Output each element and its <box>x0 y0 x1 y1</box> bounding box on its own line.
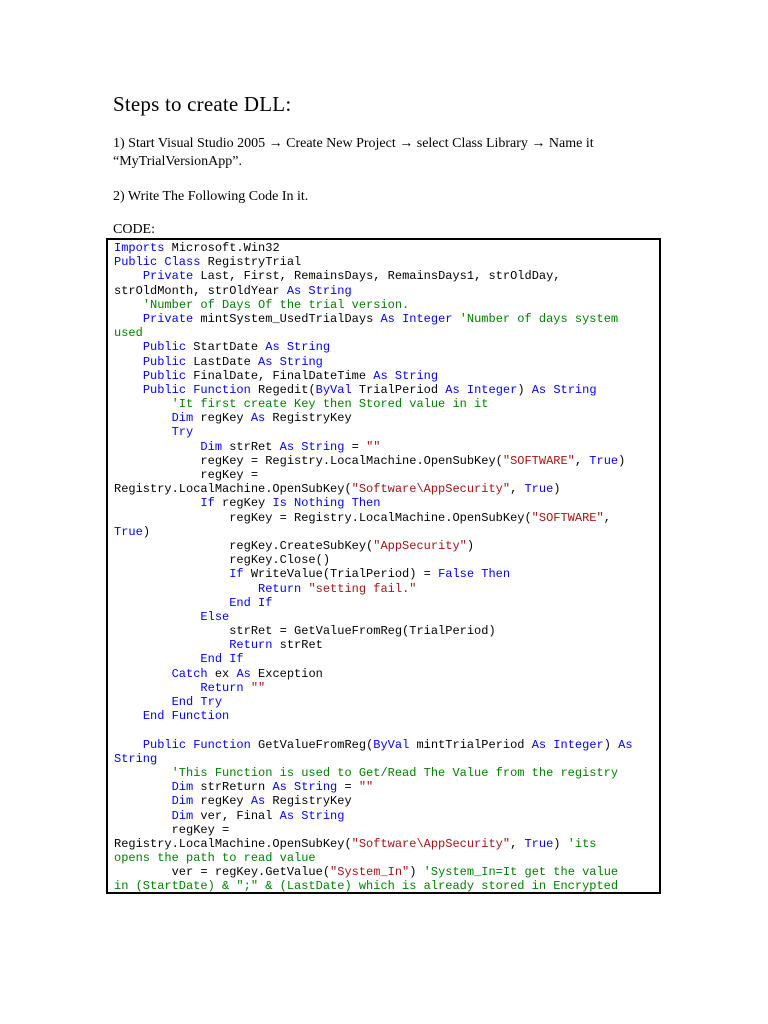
code-token: strReturn <box>193 780 273 795</box>
code-line <box>114 865 633 879</box>
code-token: 'its <box>567 836 597 851</box>
code-token: End If <box>200 652 244 667</box>
code-line <box>114 638 633 652</box>
code-token: End Function <box>142 709 230 724</box>
code-token: ) <box>618 453 626 468</box>
code-token: regKey <box>193 411 251 426</box>
code-token: True <box>524 482 554 497</box>
code-token: As <box>250 411 266 426</box>
code-token: regKey.Close() <box>114 553 331 568</box>
code-token: Registry.LocalMachine.OpenSubKey( <box>114 482 352 497</box>
code-token: Microsoft.Win32 <box>164 241 280 255</box>
code-line <box>114 837 633 851</box>
code-token <box>114 369 143 383</box>
code-token: regKey = <box>114 468 259 482</box>
code-token <box>114 809 172 823</box>
code-token: LastDate <box>186 354 259 369</box>
code-token: Public Class <box>114 255 201 270</box>
code-token: Regedit( <box>250 382 316 397</box>
code-token: "Software\AppSecurity" <box>351 482 511 497</box>
code-listing <box>114 241 633 894</box>
code-line <box>114 255 633 269</box>
code-token: strOldMonth, strOldYear <box>114 283 287 298</box>
code-token: 'This Function is used to Get/Read The Value from the registry <box>171 765 619 780</box>
code-token: regKey = Registry.LocalMachine.OpenSubKey( <box>114 510 532 525</box>
code-line <box>114 723 633 737</box>
code-token: True <box>589 453 619 468</box>
code-line <box>114 738 633 752</box>
code-token: ) <box>466 538 475 553</box>
code-token <box>114 780 172 794</box>
code-token: Public Function <box>142 737 251 752</box>
code-token <box>114 596 229 610</box>
code-line <box>114 624 633 638</box>
code-token: RegistryKey <box>265 794 352 809</box>
code-token <box>114 582 258 596</box>
code-line <box>114 298 633 312</box>
code-token: As String <box>286 283 352 298</box>
code-token: ) <box>517 382 532 397</box>
code-token: StartDate <box>186 340 266 355</box>
code-line <box>114 525 633 539</box>
code-token: String <box>114 751 158 766</box>
code-line <box>114 780 633 794</box>
code-token: regKey <box>214 496 273 511</box>
code-token: ByVal <box>315 382 352 397</box>
code-token: Exception <box>250 666 323 681</box>
code-token: 'System_In=It get the value <box>423 865 619 880</box>
code-token: Dim <box>171 808 194 823</box>
code-token: regKey <box>193 794 251 809</box>
code-token: Try <box>171 425 194 440</box>
code-line <box>114 369 633 383</box>
code-token: strRet = GetValueFromReg(TrialPeriod) <box>114 624 496 639</box>
code-token: ) <box>409 865 424 880</box>
code-line <box>114 582 633 596</box>
code-token <box>114 425 172 439</box>
code-token: "SOFTWARE" <box>531 510 604 525</box>
code-token: TrialPeriod <box>351 382 446 397</box>
code-line <box>114 241 633 255</box>
code-label: CODE: <box>113 222 155 237</box>
code-token: Dim <box>171 780 194 795</box>
code-token: Public Function <box>142 382 251 397</box>
code-token: ) <box>553 836 568 851</box>
code-line <box>114 879 633 893</box>
code-line <box>114 312 633 326</box>
code-token: = <box>344 439 367 454</box>
code-line <box>114 667 633 681</box>
code-token: As String <box>265 340 331 355</box>
code-token: Imports <box>114 241 165 255</box>
code-token: ) <box>142 524 151 539</box>
code-token: End If <box>229 595 273 610</box>
code-token: RegistryTrial <box>200 255 302 270</box>
code-line <box>114 539 633 553</box>
code-token: ex <box>207 666 237 681</box>
code-token: ) <box>553 482 561 497</box>
code-line <box>114 468 633 482</box>
code-line <box>114 425 633 439</box>
code-token: RegistryKey <box>265 411 352 426</box>
code-token <box>114 766 172 780</box>
code-token: End Try <box>171 695 223 709</box>
code-token: As String <box>279 439 345 454</box>
code-line <box>114 652 633 666</box>
code-token <box>114 794 172 808</box>
code-token <box>114 567 229 581</box>
code-line <box>114 511 633 525</box>
code-token: ver = regKey.GetValue( <box>114 865 331 880</box>
code-token: Public <box>142 354 187 369</box>
code-token <box>244 681 251 695</box>
code-token: "System_In" <box>330 865 410 880</box>
code-token <box>114 681 200 695</box>
code-token <box>114 298 143 312</box>
code-line <box>114 411 633 425</box>
code-line <box>114 567 633 581</box>
code-line <box>114 809 633 823</box>
code-token: As <box>236 666 251 681</box>
code-token: Catch <box>171 666 208 681</box>
code-token: Else <box>200 609 230 624</box>
code-line <box>114 695 633 709</box>
code-token: True <box>114 524 143 539</box>
code-token <box>114 397 172 411</box>
code-token <box>114 269 143 283</box>
code-token: 'Number of days system <box>459 311 619 326</box>
code-token <box>114 496 200 510</box>
code-token: mintTrialPeriod <box>409 737 532 752</box>
code-token: False Then <box>438 567 511 582</box>
code-token: Public <box>142 340 187 355</box>
code-token: If <box>229 567 244 582</box>
code-token: As <box>250 794 266 809</box>
code-token: True <box>524 836 554 851</box>
code-token: GetValueFromReg( <box>250 737 374 752</box>
code-token: As Integer <box>531 737 604 752</box>
code-token: mintSystem_UsedTrialDays <box>193 311 381 326</box>
code-line <box>114 681 633 695</box>
code-token: FinalDate, FinalDateTime <box>186 368 374 383</box>
code-line <box>114 454 633 468</box>
code-token: If <box>200 496 215 511</box>
code-line <box>114 596 633 610</box>
code-token <box>114 411 172 425</box>
code-token: regKey = Registry.LocalMachine.OpenSubKey( <box>114 453 503 468</box>
code-line <box>114 284 633 298</box>
code-token: , <box>510 482 525 497</box>
code-line <box>114 752 633 766</box>
code-token: strRet <box>222 439 280 454</box>
code-token: Return <box>200 680 244 695</box>
code-line <box>114 823 633 837</box>
code-token <box>114 638 229 652</box>
code-line <box>114 794 633 808</box>
code-token <box>114 667 172 681</box>
code-token <box>114 709 143 723</box>
code-token: "" <box>366 439 381 454</box>
code-token: opens the path to read value <box>114 851 316 866</box>
code-token: As <box>618 737 633 752</box>
code-token: Private <box>142 311 194 326</box>
code-token: , <box>603 510 611 525</box>
code-token: Is Nothing Then <box>272 496 381 511</box>
code-token: used <box>114 326 143 341</box>
code-line <box>114 851 633 865</box>
code-line <box>114 553 633 567</box>
code-token: 'Number of Days Of the trial version. <box>142 297 410 312</box>
code-token: = <box>337 780 359 795</box>
code-line <box>114 709 633 723</box>
code-token: "AppSecurity" <box>373 538 467 553</box>
code-token: "" <box>250 680 266 695</box>
code-token: regKey = <box>114 822 230 837</box>
code-token: As Integer <box>380 311 453 326</box>
code-line <box>114 269 633 283</box>
code-token: As String <box>531 382 597 397</box>
code-token <box>114 312 143 326</box>
code-token: WriteValue(TrialPeriod) = <box>243 567 439 582</box>
code-token: As String <box>258 354 323 369</box>
code-token: As String <box>373 368 439 383</box>
code-token: As String <box>272 780 338 795</box>
code-token: Return <box>229 638 273 653</box>
code-token: 'It first create Key then Stored value in it <box>171 397 489 412</box>
code-line <box>114 610 633 624</box>
code-token: "Software\AppSecurity" <box>351 836 511 851</box>
step-2: 2) Write The Following Code In it. <box>113 189 309 204</box>
code-box <box>106 238 661 894</box>
code-token <box>114 738 143 752</box>
step-1 <box>113 135 673 171</box>
code-token: strRet <box>272 638 323 653</box>
code-token: As String <box>279 808 345 823</box>
page-heading: Steps to create DLL: <box>113 92 292 116</box>
code-line <box>114 340 633 354</box>
code-token: As Integer <box>445 382 518 397</box>
code-token: ver, Final <box>193 808 280 823</box>
code-token: ) <box>603 737 619 752</box>
code-line <box>114 766 633 780</box>
code-token: ByVal <box>373 737 410 752</box>
code-token: Registry.LocalMachine.OpenSubKey( <box>114 836 352 851</box>
step-1-line-1: 1) Start Visual Studio 2005 → Create New Project → select Class Library → Name it <box>113 136 594 151</box>
code-token: in (StartDate) & ";" & (LastDate) which is already stored in Encrypted <box>114 879 619 894</box>
code-token <box>114 652 200 666</box>
code-token <box>114 383 143 397</box>
code-token <box>114 340 143 354</box>
code-token <box>114 695 172 709</box>
code-token: "setting fail." <box>308 581 417 596</box>
code-token <box>114 440 200 454</box>
code-token: "" <box>358 780 374 795</box>
code-token: , <box>574 453 590 468</box>
step-1-line-2: “MyTrialVersionApp”. <box>113 154 242 169</box>
code-token: Last, First, RemainsDays, RemainsDays1, strOldDay, <box>193 269 561 284</box>
code-token: Public <box>142 368 187 383</box>
code-line <box>114 355 633 369</box>
code-line <box>114 326 633 340</box>
code-token <box>114 355 143 369</box>
code-line <box>114 397 633 411</box>
code-token: Return <box>258 581 302 596</box>
code-token: regKey.CreateSubKey( <box>114 538 374 553</box>
code-token: , <box>510 836 525 851</box>
code-line <box>114 440 633 454</box>
code-token <box>452 312 459 326</box>
code-line <box>114 496 633 510</box>
code-token: Private <box>142 269 194 284</box>
code-token: Dim <box>171 411 194 426</box>
code-token <box>114 610 200 624</box>
code-line <box>114 482 633 496</box>
code-line <box>114 383 633 397</box>
code-token: Dim <box>171 794 194 809</box>
code-token: "SOFTWARE" <box>502 453 575 468</box>
code-token: Dim <box>200 439 223 454</box>
